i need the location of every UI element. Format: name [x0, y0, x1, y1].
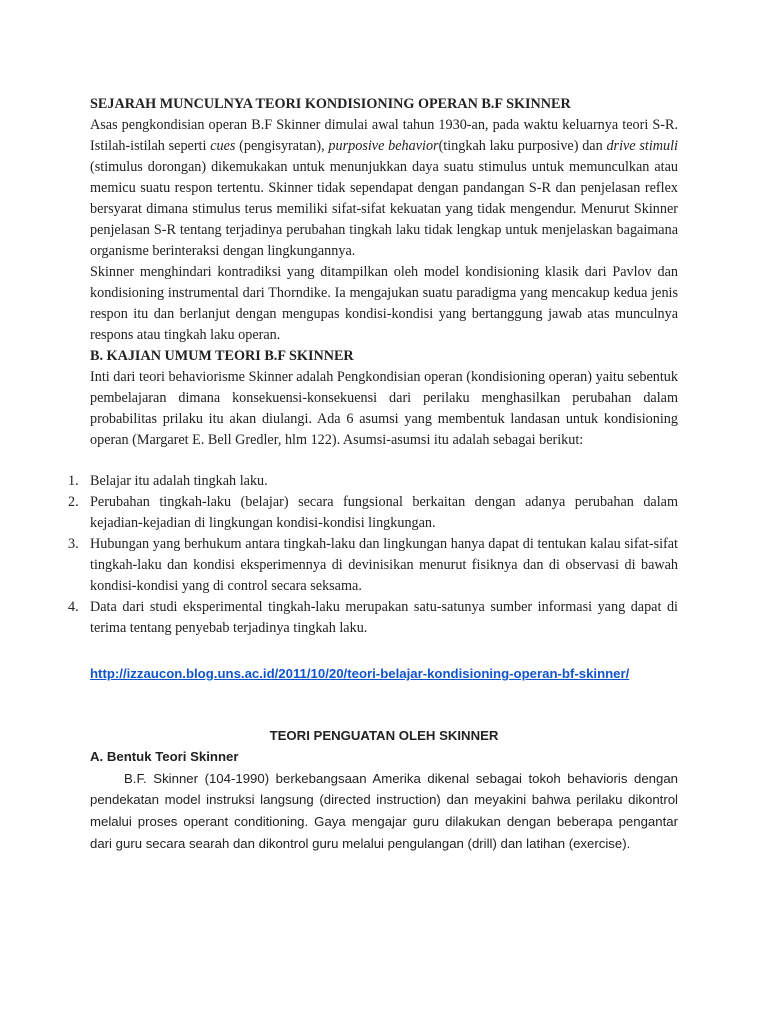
list-item	[68, 492, 678, 534]
list-item	[68, 597, 678, 639]
italic-term-drive-stimuli: drive stimuli	[606, 138, 678, 154]
paragraph-kajian-1: Inti dari teori behaviorisme Skinner adalah Pengkondisian operan (kondisioning operan) yaitu sebentuk pembelajaran dimana konsekuensi-konsekuensi dari perilaku menghasilkan perubahan dalam probabilitas prilaku itu akan diulangi. Ada 6 asumsi yang membentuk landasan untuk kondisioning operan (Margaret E. Bell Gredler, hlm 122). Asumsi-asumsi itu adalah sebagai berikut:	[90, 369, 678, 448]
list-number: 3.	[68, 536, 79, 552]
list-item	[68, 534, 678, 597]
italic-term-purposive-behavior: purposive behavior	[328, 138, 439, 154]
assumption-list	[68, 471, 678, 639]
paragraph-bentuk-1: B.F. Skinner (104-1990) berkebangsaan Amerika dikenal sebagai tokoh behavioris dengan pendekatan model instruksi langsung (directed instruction) dan meyakini bahwa perilaku dikontrol melalui proses operant conditioning. Gaya mengajar guru dilakukan dengan beberapa pengantar dari guru secara searah dan dikontrol guru melalui pengulangan (drill) dan latihan (exercise).	[90, 770, 678, 851]
list-number: 1.	[68, 473, 79, 489]
list-item-text: Data dari studi eksperimental tingkah-laku merupakan satu-satunya sumber informasi yang dapat di terima tentang penyebab terjadinya tingkah laku.	[90, 599, 678, 636]
italic-term-cues: cues	[210, 138, 236, 154]
list-item-text: Hubungan yang berhukum antara tingkah-laku dan lingkungan hanya dapat di tentukan kalau sifat-sifat tingkah-laku dan kondisi eksperimennya di devinisikan menurut fisiknya dan di observasi di bawah kondisi-kondisi yang di control secara seksama.	[90, 536, 678, 594]
text-run: (pengisyratan),	[235, 138, 329, 154]
subsection-title-bentuk: A. Bentuk Teori Skinner	[90, 749, 239, 765]
text-run: Asas pengkondisian operan B.F Skinner dimulai awal tahun 1930-an, pada waktu keluarnya teori S-R. Istilah-istilah seperti	[90, 117, 678, 154]
list-item-text: Belajar itu adalah tingkah laku.	[90, 473, 268, 489]
list-item	[68, 471, 678, 492]
text-run: (tingkah laku purposive) dan	[438, 138, 607, 154]
text-run: (stimulus dorongan) dikemukakan untuk menunjukkan daya suatu stimulus untuk memunculkan atau memicu suatu respon tertentu. Skinner tidak sependapat dengan pandangan S-R dan penjelasan reflex bersyarat dimana stimulus terus memiliki sifat-sifat kekuatan yang tidak mengendur. Menurut Skinner penjelasan S-R tentang terjadinya perubahan tingkah laku tidak lengkap untuk menjelaskan bagaimana organisme berinteraksi dengan lingkungannya.	[90, 159, 678, 259]
list-number: 2.	[68, 494, 79, 510]
list-item-text: Perubahan tingkah-laku (belajar) secara fungsional berkaitan dengan adanya perubahan dalam kejadian-kejadian di lingkungan kondisi-kondisi lingkungan.	[90, 494, 678, 531]
list-number: 4.	[68, 599, 79, 615]
section-sejarah	[68, 94, 678, 639]
paragraph-sejarah-2: Skinner menghindari kontradiksi yang ditampilkan oleh model kondisioning klasik dari Pavlov dan kondisioning instrumental dari Thorndike. Ia mengajukan suatu paradigma yang mencakup kedua jenis respon itu dan berlanjut dengan mengupas kondisi-kondisi yang bertanggung jawab atas munculnya respons atau tingkah laku operan.	[90, 264, 678, 343]
section-heading-kajian: B. KAJIAN UMUM TEORI B.F SKINNER	[90, 348, 354, 364]
paragraph-sejarah-1	[90, 115, 678, 262]
source-link[interactable]: http://izzaucon.blog.uns.ac.id/2011/10/20/teori-belajar-kondisioning-operan-bf-skinner/	[90, 666, 630, 681]
section-title-penguatan: TEORI PENGUATAN OLEH SKINNER	[269, 727, 499, 743]
document-page	[68, 94, 678, 854]
section-penguatan	[90, 725, 678, 855]
section-heading-sejarah: SEJARAH MUNCULNYA TEORI KONDISIONING OPERAN B.F SKINNER	[90, 96, 571, 112]
